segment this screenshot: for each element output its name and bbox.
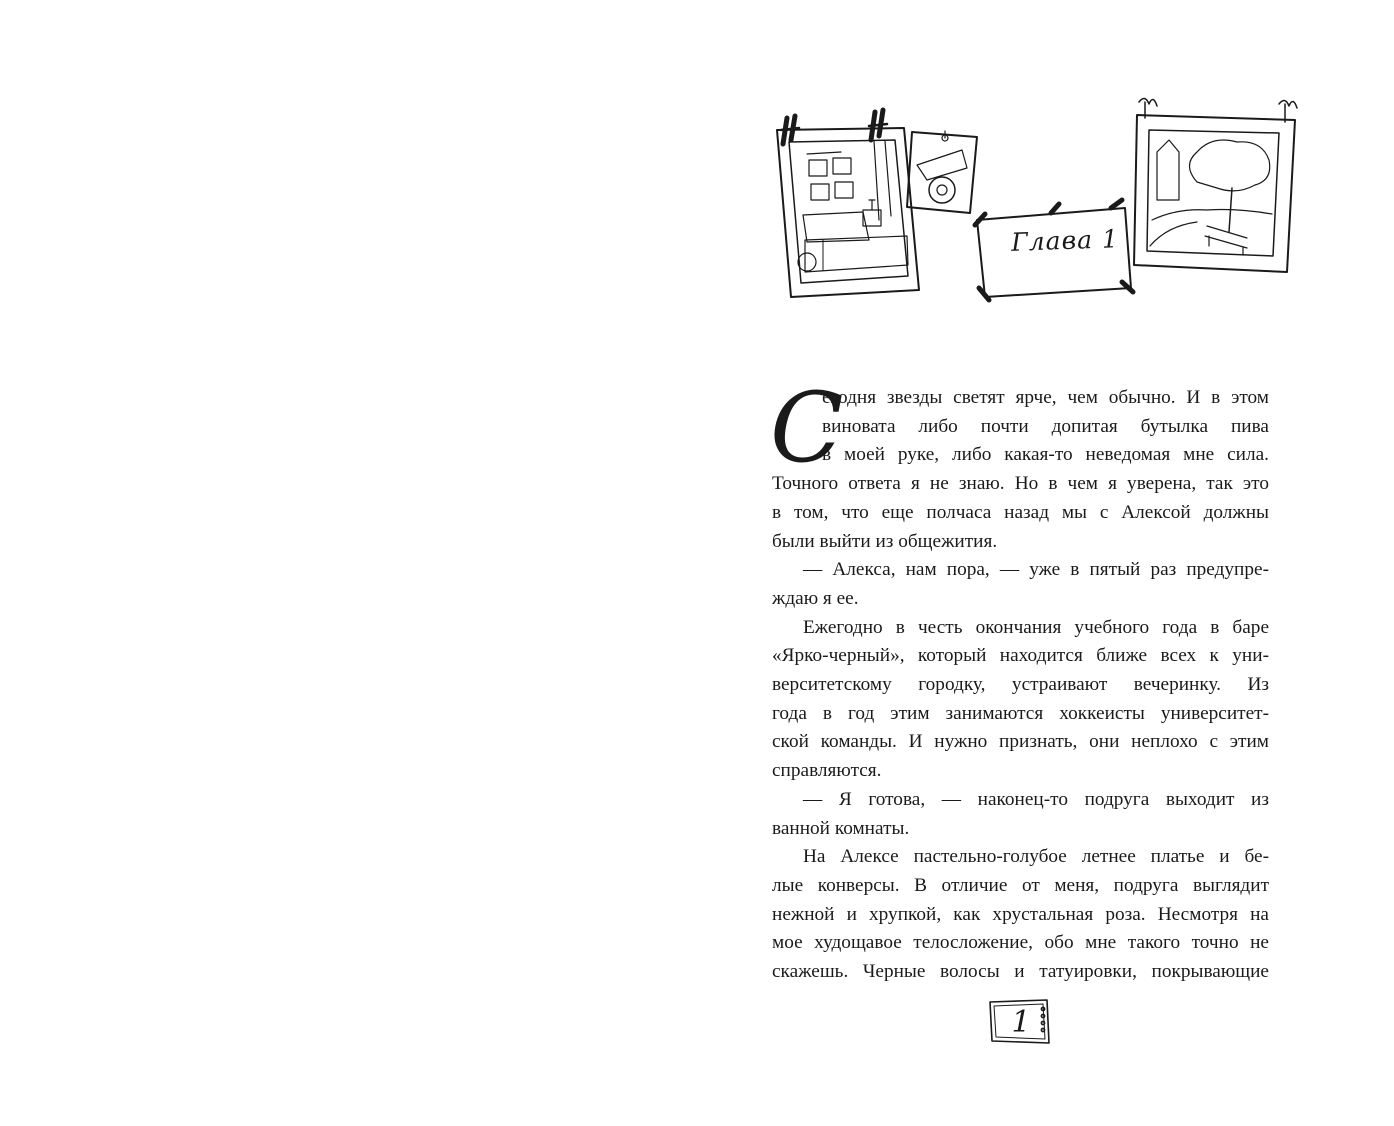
text-line: верситетскому городку, устраивают вечеринку. Из bbox=[772, 674, 1269, 696]
text-line: мое худощавое телосложение, обо мне такого точно не bbox=[772, 932, 1269, 954]
text-line: «Ярко-черный», который находится ближе всех к уни- bbox=[772, 645, 1269, 667]
text-line: лые конверсы. В отличие от меня, подруга выглядит bbox=[772, 874, 1269, 896]
chapter-body-text bbox=[770, 372, 1269, 987]
drop-cap: С bbox=[770, 372, 844, 484]
text-line: На Алексе пастельно-голубое летнее платье и бе- bbox=[803, 846, 1269, 868]
right-page bbox=[697, 0, 1394, 1126]
text-line: справляются. bbox=[772, 760, 882, 782]
chapter-title: Глава 1 bbox=[1010, 224, 1120, 257]
page-number: 1 bbox=[1011, 1005, 1031, 1040]
park-photo-frame bbox=[1134, 98, 1297, 272]
text-line: нежной и хрупкой, как хрустальная роза. Несмотря на bbox=[772, 903, 1269, 925]
text-line: ванной комнаты. bbox=[772, 817, 910, 839]
motorcycle-photo bbox=[907, 131, 977, 213]
text-line: Точного ответа я не знаю. Но в чем я уверена, так это bbox=[772, 473, 1269, 495]
text-line: скажешь. Черные волосы и татуировки, покрывающие bbox=[772, 961, 1269, 983]
chapter-header-illustration bbox=[767, 90, 1307, 315]
text-line: — Я готова, — наконец-то подруга выходит из bbox=[803, 788, 1269, 810]
text-line: ской команды. И нужно признать, они неплохо с этим bbox=[772, 731, 1269, 753]
binder-clip-right bbox=[869, 110, 887, 140]
bedroom-photo-frame bbox=[777, 128, 919, 297]
text-line: виновата либо почти допитая бутылка пива bbox=[822, 415, 1269, 437]
text-line: года в год этим занимаются хоккеисты университет- bbox=[772, 702, 1269, 724]
text-line: — Алекса, нам пора, — уже в пятый раз предупре- bbox=[803, 559, 1269, 581]
text-line: Ежегодно в честь окончания учебного года в баре bbox=[803, 616, 1269, 638]
text-line: в моей руке, либо какая-то неведомая мне сила. bbox=[822, 444, 1269, 466]
text-line: в том, что еще полчаса назад мы с Алексой должны bbox=[772, 501, 1269, 523]
text-line: были выйти из общежития. bbox=[772, 530, 998, 552]
text-line: егодня звезды светят ярче, чем обычно. И в этом bbox=[822, 387, 1269, 408]
text-line: ждаю я ее. bbox=[772, 587, 859, 609]
